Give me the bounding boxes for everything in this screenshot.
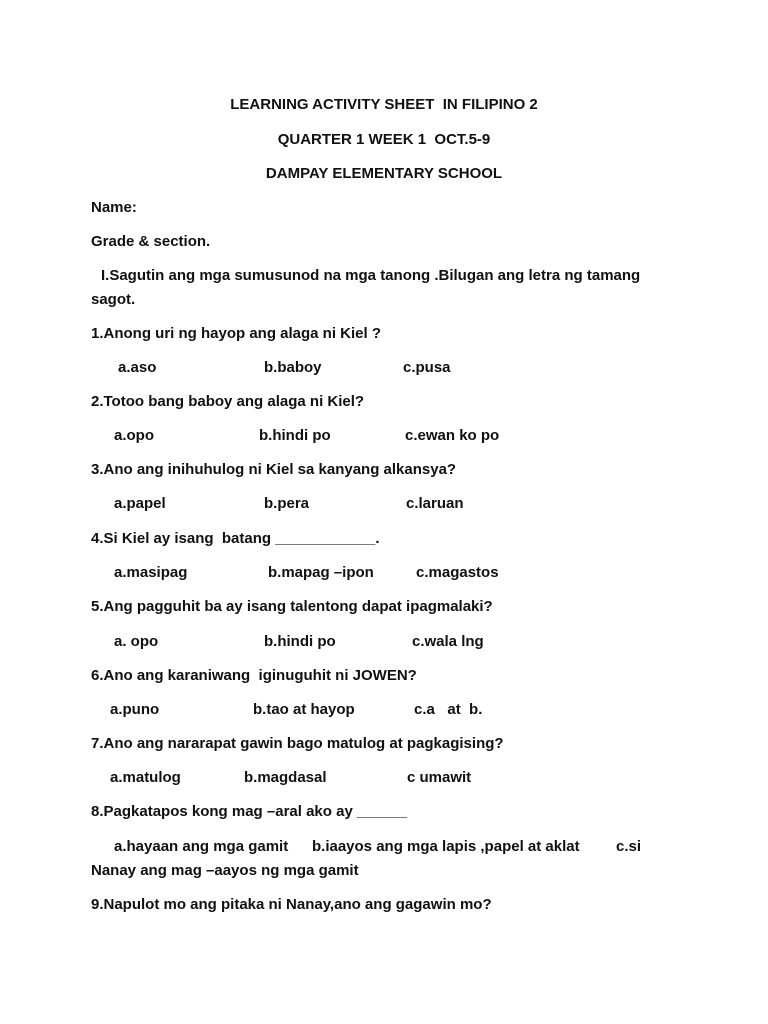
instructions-line-2: sagot.: [91, 291, 136, 308]
question-4-option-c: c.magastos: [416, 564, 499, 581]
quarter-week-line: QUARTER 1 WEEK 1 OCT.5-9: [277, 131, 491, 148]
question-2-text: 2.Totoo bang baboy ang alaga ni Kiel?: [91, 393, 365, 410]
question-5-option-a: a. opo: [114, 633, 159, 650]
question-6-text: 6.Ano ang karaniwang iginuguhit ni JOWEN?: [91, 667, 417, 684]
question-1-option-c: c.pusa: [403, 359, 451, 376]
question-8-option-c: c.si: [616, 838, 642, 855]
question-4-option-b: b.mapag –ipon: [268, 564, 374, 581]
instructions-line-1: I.Sagutin ang mga sumusunod na mga tanong .Bilugan ang letra ng tamang: [101, 267, 641, 284]
question-3-option-a: a.papel: [114, 495, 166, 512]
question-6-option-c: c.a at b.: [414, 701, 483, 718]
question-7-text: 7.Ano ang nararapat gawin bago matulog at pagkagising?: [91, 735, 504, 752]
question-7-option-a: a.matulog: [110, 769, 181, 786]
question-8-option-a: a.hayaan ang mga gamit: [114, 838, 289, 855]
question-7-option-c: c umawit: [407, 769, 472, 786]
question-3-text: 3.Ano ang inihuhulog ni Kiel sa kanyang alkansya?: [91, 461, 457, 478]
question-6-option-a: a.puno: [110, 701, 160, 718]
question-5-option-b: b.hindi po: [264, 633, 336, 650]
question-8-option-c-continuation: Nanay ang mag –aayos ng mga gamit: [91, 862, 359, 879]
question-5-text: 5.Ang pagguhit ba ay isang talentong dapat ipagmalaki?: [91, 598, 493, 615]
question-8-text: 8.Pagkatapos kong mag –aral ako ay ______: [91, 803, 408, 820]
question-4-option-a: a.masipag: [114, 564, 188, 581]
question-1-text: 1.Anong uri ng hayop ang alaga ni Kiel ?: [91, 325, 382, 342]
question-3-option-b: b.pera: [264, 495, 310, 512]
question-2-option-b: b.hindi po: [259, 427, 331, 444]
question-6-option-b: b.tao at hayop: [253, 701, 355, 718]
question-2-option-a: a.opo: [114, 427, 154, 444]
grade-section-field-label: Grade & section.: [91, 233, 211, 250]
question-3-option-c: c.laruan: [406, 495, 464, 512]
school-name: DAMPAY ELEMENTARY SCHOOL: [265, 165, 503, 182]
question-1-option-b: b.baboy: [264, 359, 322, 376]
question-5-option-c: c.wala lng: [412, 633, 484, 650]
question-9-text: 9.Napulot mo ang pitaka ni Nanay,ano ang gagawin mo?: [91, 896, 492, 913]
question-1-option-a: a.aso: [118, 359, 157, 376]
question-7-option-b: b.magdasal: [244, 769, 327, 786]
question-4-text: 4.Si Kiel ay isang batang ____________.: [91, 530, 380, 547]
sheet-title: LEARNING ACTIVITY SHEET IN FILIPINO 2: [230, 96, 538, 113]
name-field-label: Name:: [91, 199, 137, 216]
question-8-option-b: b.iaayos ang mga lapis ,papel at aklat: [312, 838, 580, 855]
question-2-option-c: c.ewan ko po: [405, 427, 500, 444]
